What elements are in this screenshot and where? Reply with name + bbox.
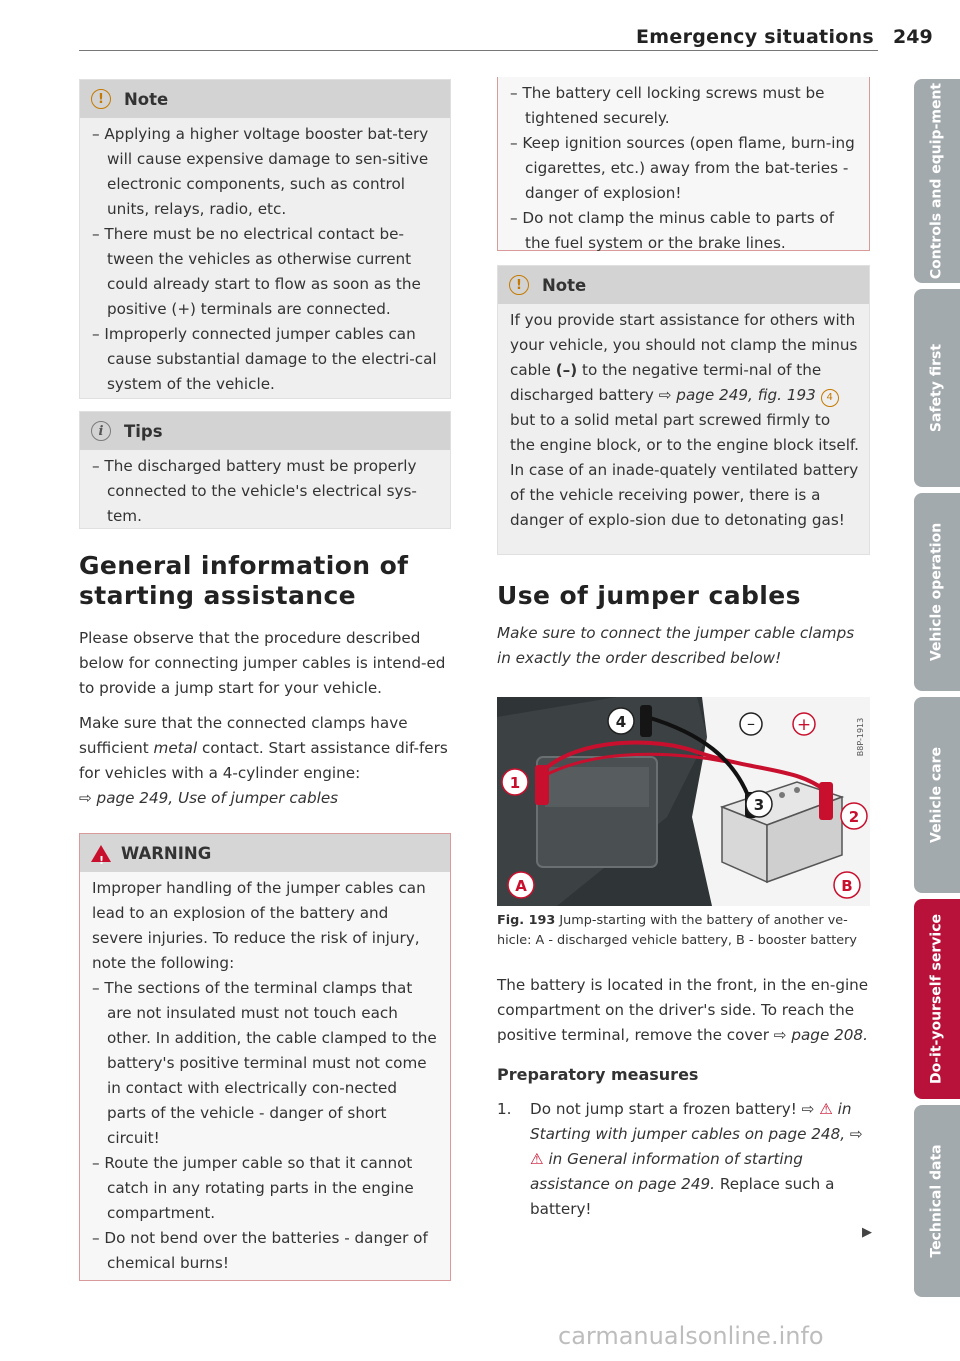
note-text: If you provide start assistance for others with your vehicle, you should not clamp the minus cable (–) to the negative termi-nal of the discharged battery ⇨ page 249, fig. 193 4 but to a solid metal part screwed firmly to the engine block, or to the engine block itself. In case of an inade-quately ventilated battery of the vehicle receiving power, there is a danger of explo-sion due to detonating gas! — [510, 311, 859, 529]
page-208-link[interactable]: ⇨ page 208. — [773, 1026, 868, 1044]
note-box — [79, 79, 451, 399]
warning-triangle-icon — [91, 845, 111, 862]
tips-item: – The discharged battery must be properly connected to the vehicle's electrical sys-tem. — [92, 454, 440, 529]
label-a: A — [515, 877, 527, 895]
note-title: Note — [124, 89, 169, 109]
clamp-paragraph: Make sure that the connected clamps have sufficient metal contact. Start assistance dif-fers for vehicles with a 4-cylinder engine: ⇨ page 249, Use of jumper cables — [79, 714, 448, 807]
note-box — [497, 265, 870, 555]
label-b: B — [841, 877, 853, 895]
warning-header — [80, 834, 450, 872]
note-item: – There must be no electrical contact be-tween the vehicles as otherwise current could already start to flow as soon as the positive (+) terminals are connected. — [92, 222, 440, 322]
warning-item: – Do not bend over the batteries - danger of chemical burns! — [92, 1226, 440, 1276]
warning-ref-icon: ⚠ — [819, 1100, 833, 1118]
tips-box — [79, 411, 451, 529]
battery-location-paragraph: The battery is located in the front, in the en-gine compartment on the driver's side. To reach the positive terminal, remove the cover ⇨ page 208. — [497, 976, 869, 1044]
note-title: Note — [542, 275, 587, 295]
tab-vehicle-operation[interactable]: Vehicle operation — [914, 493, 960, 691]
warning-title: WARNING — [121, 843, 212, 863]
note-header — [80, 80, 450, 118]
warning-intro: Improper handling of the jumper cables can lead to an explosion of the battery and severe injuries. To reduce the risk of injury, note the following: — [92, 879, 426, 972]
step-number: 1. — [497, 1100, 512, 1118]
warning-ref-icon: ⚠ — [530, 1150, 544, 1168]
step-1 — [497, 1097, 870, 1222]
callout-2-label: 2 — [848, 808, 860, 826]
warning-continuation-box — [497, 77, 870, 251]
watermark: carmanualsonline.info — [558, 1322, 824, 1350]
section-heading: General information of starting assistance — [79, 551, 409, 610]
tips-title: Tips — [124, 421, 163, 441]
warning-item: – The sections of the terminal clamps that are not insulated must not touch each other. In addition, the cable clamped to the battery's positive terminal must not come in contact with electrically con-nected parts of the vehicle - danger of short circuit! — [92, 976, 440, 1151]
note-header — [498, 266, 869, 304]
note-item: – Improperly connected jumper cables can cause substantial damage to the electri-cal system of the vehicle. — [92, 322, 440, 397]
figure-reference-link[interactable]: ⇨ page 249, fig. 193 — [658, 386, 816, 404]
info-icon: i — [91, 421, 111, 441]
cross-reference-link[interactable]: ⇨ page 249, Use of jumper cables — [79, 789, 339, 807]
callout-4-label: 4 — [615, 713, 627, 731]
warning-box — [79, 833, 451, 1281]
right-column-lower — [497, 973, 870, 1222]
jump-start-illustration — [497, 697, 870, 906]
step-text: Do not jump start a frozen battery! ⇨ ⚠ in Starting with jumper cables on page 248, ⇨ ⚠ in General information of starting assistance on page 249. Replace such a battery! — [530, 1100, 863, 1218]
page-number: 249 — [893, 26, 933, 48]
tab-technical-data[interactable]: Technical data — [914, 1105, 960, 1297]
warning-item: – Route the jumper cable so that it cannot catch in any rotating parts in the engine compartment. — [92, 1151, 440, 1226]
section-title: Emergency situations — [636, 26, 875, 48]
note-item: – Applying a higher voltage booster bat-tery will cause expensive damage to sen-sitive electronic components, such as control units, relays, radio, etc. — [92, 122, 440, 222]
section-heading: Use of jumper cables — [497, 581, 801, 610]
left-column — [79, 79, 451, 1281]
warning-item: – Do not clamp the minus cable to parts of the fuel system or the brake lines. — [510, 206, 859, 256]
callout-4-icon: 4 — [821, 389, 839, 407]
tab-controls-and-equipment[interactable]: Controls and equip-ment — [914, 79, 960, 283]
warning-item: – Keep ignition sources (open flame, burn-ing cigarettes, etc.) away from the bat-teries - danger of explosion! — [510, 131, 859, 206]
continue-arrow-icon: ▶ — [862, 1225, 872, 1240]
figure-caption: Fig. 193 Jump-starting with the battery of another ve-hicle: A - discharged vehicle battery, B - booster battery — [497, 913, 857, 948]
tab-do-it-yourself-service[interactable]: Do-it-yourself service — [914, 899, 960, 1099]
intro-paragraph: Please observe that the procedure described below for connecting jumper cables is intend-ed to provide a jump start for your vehicle. — [79, 629, 446, 697]
plus-symbol-label: + — [796, 715, 812, 735]
section-subtitle: Make sure to connect the jumper cable clamps in exactly the order described below! — [497, 624, 855, 667]
caution-icon: ! — [91, 89, 111, 109]
callout-3-label: 3 — [753, 796, 765, 814]
tab-vehicle-care[interactable]: Vehicle care — [914, 697, 960, 893]
tab-safety-first[interactable]: Safety first — [914, 289, 960, 487]
header-rule — [79, 50, 878, 51]
minus-symbol-label: – — [747, 714, 755, 733]
figure-code: B8P-1913 — [856, 717, 865, 757]
warning-item: – The battery cell locking screws must be tightened securely. — [510, 81, 859, 131]
preparatory-heading: Preparatory measures — [497, 1065, 699, 1084]
callout-1-label: 1 — [509, 774, 521, 792]
right-column — [497, 77, 870, 671]
caution-icon: ! — [509, 275, 529, 295]
jump-start-figure — [497, 697, 870, 906]
tips-header — [80, 412, 450, 450]
